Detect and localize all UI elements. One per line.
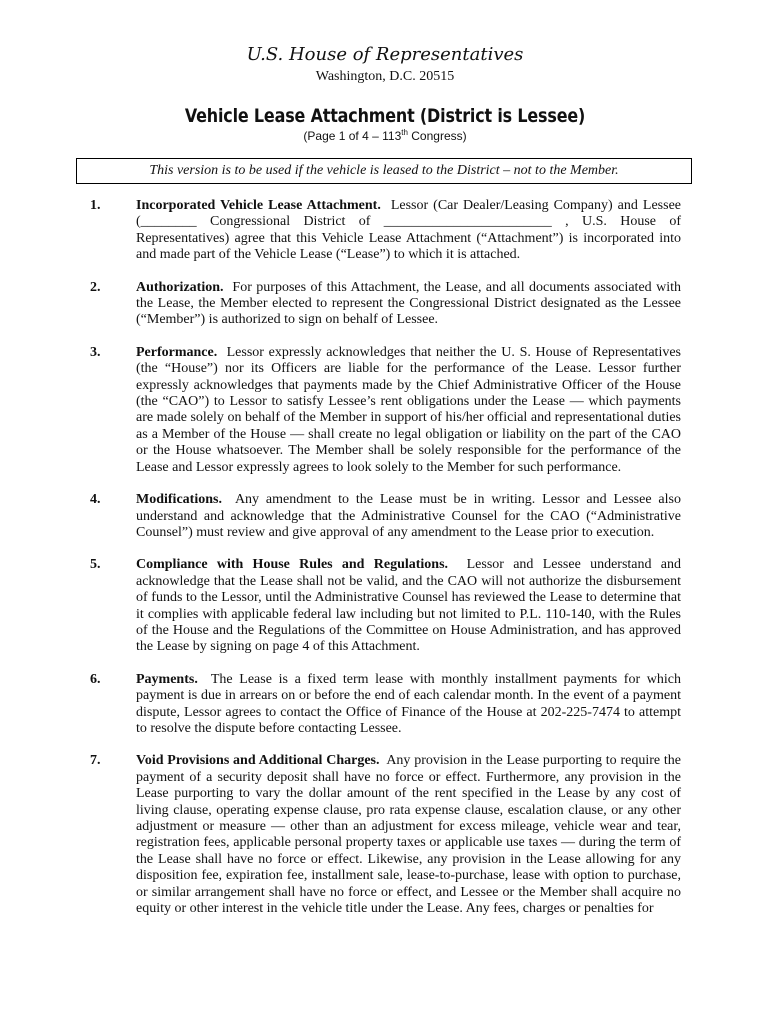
clause-number: 1.: [90, 198, 101, 213]
clause-heading: Incorporated Vehicle Lease Attachment.: [136, 198, 381, 213]
clause-text: [136, 198, 681, 264]
house-name: U.S. House of Representatives: [246, 44, 524, 65]
subtitle-text: (Page 1 of 4 – 113: [303, 129, 402, 143]
clause-item: [0, 492, 770, 541]
subtitle-congress: Congress): [407, 129, 467, 143]
city-address: Washington, D.C. 20515: [315, 69, 455, 84]
clause-heading: Authorization.: [136, 279, 224, 295]
clause-body: Any amendment to the Lease must be in writing. Lessor and Lessee also understand and acknowledge that the Administrative Counsel for the CAO (“Administrative Counsel”) must review and give approval of any amendment to the Lease prior to execution.: [136, 492, 681, 540]
clause-body: Lessor and Lessee understand and acknowledge that the Lease shall not be valid, and the CAO will not authorize the disbursement of funds to the Lessor, until the Administrative Counsel has reviewed the Lease to determine that it complies with applicable federal law including but not limited to P.L. 110-140, with the Rules of the House and the Regulations of the Committee on House Administration, and has approved the Lease by signing on page 4 of this Attachment.: [136, 557, 681, 655]
version-notice-box: This version is to be used if the vehicle is leased to the District – not to the Member.: [76, 158, 692, 184]
clause-number: 3.: [90, 344, 101, 360]
page-subtitle: [0, 128, 770, 144]
clause-text: [136, 280, 681, 329]
clause-heading: Compliance with House Rules and Regulations.: [136, 557, 449, 573]
clause-text: [136, 753, 681, 917]
clause-number: 6.: [90, 671, 101, 687]
clause-list: [0, 198, 770, 933]
clause-body: For purposes of this Attachment, the Lease, and all documents associated with the Lease, the Member elected to represent the Congressional District designated as the Lessee (“Member”) is authorized to sign on behalf of Lessee.: [136, 279, 682, 328]
clause-body: The Lease is a fixed term lease with monthly installment payments for which payment is due in arrears on or before the end of each calendar month. In the event of a payment dispute, Lessor agrees to contact the Office of Finance of the House at 202-225-7474 to attempt to resolve the dispute before contacting Lessee.: [136, 671, 681, 736]
clause-item: [0, 345, 770, 476]
clause-heading: Modifications.: [136, 492, 222, 508]
clause-heading: Void Provisions and Additional Charges.: [136, 753, 380, 769]
clause-body: Lessor expressly acknowledges that neither the U. S. House of Representatives (the “House”) nor its Officers are liable for the performance of the Lease. Lessor further expressly acknowledges that payments made by the Chief Administrative Officer of the House (the “CAO”) to Lessor to satisfy Lessee’s rent obligations under the Lease — which payments are made solely on behalf of the Member in support of his/her official and representational duties as a Member of the House — shall create no legal obligation or liability on the part of the CAO or the House whatsoever. The Member shall be solely responsible for the performance of the Lease and Lessor expressly agrees to look solely to the Member for such performance.: [136, 344, 682, 475]
clause-item: [0, 557, 770, 655]
clause-item: [0, 753, 770, 917]
clause-heading: Performance.: [136, 344, 218, 360]
letterhead: [0, 44, 770, 86]
clause-number: 7.: [90, 753, 101, 769]
clause-text: [136, 492, 681, 541]
clause-item: [0, 672, 770, 738]
clause-number: 4.: [90, 492, 101, 508]
clause-text: [136, 557, 681, 655]
clause-number: 5.: [90, 557, 101, 573]
document-title: Vehicle Lease Attachment (District is Lessee): [184, 105, 586, 127]
clause-heading: Payments.: [136, 671, 198, 687]
clause-body: Any provision in the Lease purporting to require the payment of a security deposit shall have no force or effect. Furthermore, any provision in the Lease purporting to vary the dollar amount of the rent specified in the Lease by any cost of living clause, operating expense clause, pro rata expense clause, escalation clause, or any other adjustment or measure — other than an adjustment for excess mileage, vehicle wear and tear, registration fees, applicable personal property taxes or applicable use taxes — during the term of the Lease shall have no force or effect. Likewise, any provision in the Lease allowing for any disposition fee, expiration fee, installment sale, lease-to-purchase, lease with option to purchase, or similar arrangement shall have no force or effect, and Lessee or the Member shall acquire no equity or other interest in the vehicle title under the Lease. Any fees, charges or penalties for: [136, 753, 681, 917]
clause-text: [136, 672, 681, 738]
clause-item: [0, 198, 770, 264]
clause-text: [136, 345, 681, 476]
clause-body: Lessor (Car Dealer/Leasing Company) and Lessee (________ Congressional District of ________________________ , U.S. House of Representatives) agree that this Vehicle Lease Attachment (“Attachment”) is incorporated into and made part of the Vehicle Lease (“Lease”) to which it is attached.: [136, 198, 681, 263]
clause-number: 2.: [90, 279, 101, 295]
subtitle-ordinal: th: [401, 128, 408, 137]
clause-item: [0, 280, 770, 329]
